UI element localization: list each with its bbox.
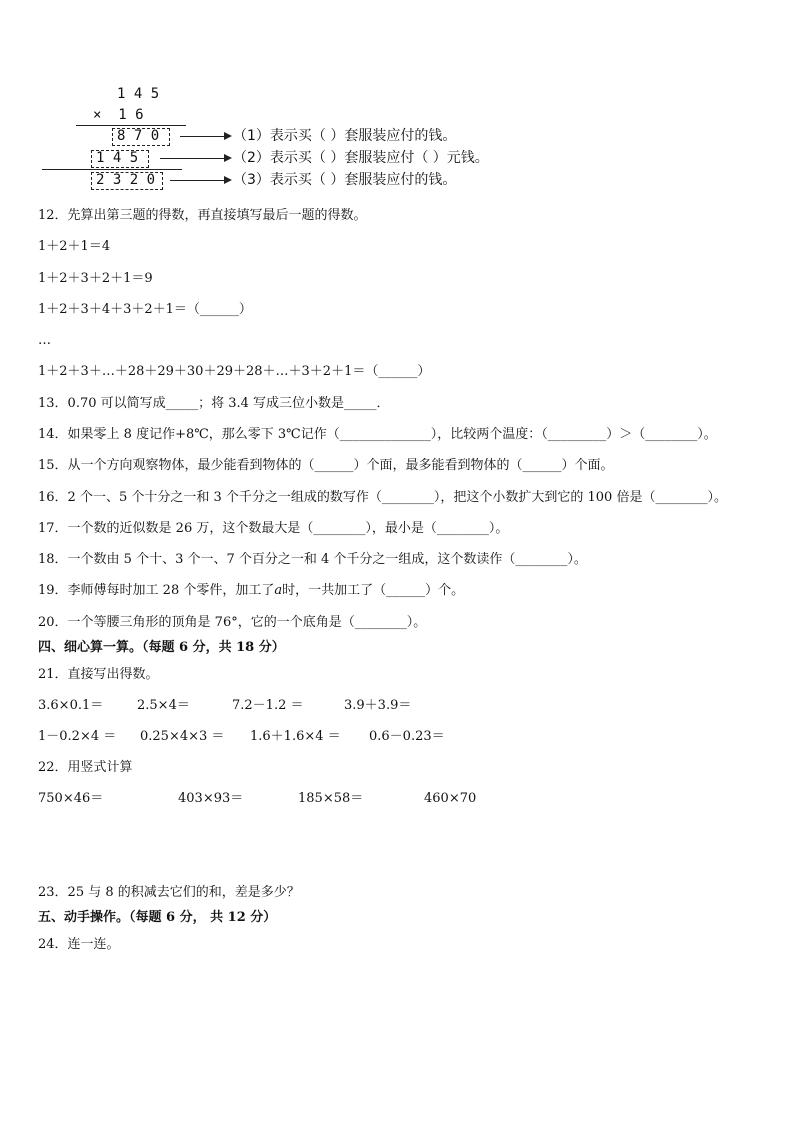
q21-item: 7.2－1.2 ＝ [232, 698, 304, 713]
q21-item: 0.6－0.23＝ [369, 729, 445, 744]
q12-line-1: 1＋2＋1＝4 [38, 239, 111, 254]
q22-item: 185×58＝ [298, 791, 364, 806]
q21-title: 21．直接写出得数。 [38, 667, 159, 682]
q12-title: 12．先算出第三题的得数，再直接填写最后一题的得数。 [38, 208, 367, 223]
q12-line-5: 1＋2＋3＋…＋28＋29＋30＋29＋28＋…＋3＋2＋1＝（______） [38, 364, 431, 379]
note-1: （1）表示买（ ）套服装应付的钱。 [233, 128, 457, 144]
product-result: 2 3 2 0 [96, 172, 156, 188]
question-18: 18．一个数由 5 个十、3 个一、7 个百分之一和 4 个千分之一组成，这个数读作（________）。 [38, 552, 587, 567]
q12-line-2: 1＋2＋3＋2＋1＝9 [38, 271, 153, 286]
q22-title: 22．用竖式计算 [38, 760, 133, 775]
q22-item: 460×70 [424, 791, 477, 806]
q12-line-4: … [38, 333, 51, 348]
multiplicand: 1 4 5 [117, 86, 160, 102]
note-3: （3）表示买（ ）套服装应付的钱。 [233, 172, 457, 188]
question-24: 24．连一连。 [38, 937, 120, 952]
q21-item: 3.6×0.1＝ [38, 698, 104, 713]
question-19: 19．李师傅每时加工 28 个零件，加工了𝑎时，一共加工了（______）个。 [38, 583, 465, 598]
arrow-right-icon [180, 136, 230, 137]
question-17: 17．一个数的近似数是 26 万，这个数最大是（________），最小是（________）。 [38, 521, 509, 536]
question-23: 23．25 与 8 的积减去它们的和，差是多少？ [38, 885, 300, 900]
question-16: 16．2 个一、5 个十分之一和 3 个千分之一组成的数写作（________），把这个小数扩大到它的 100 倍是（________）。 [38, 490, 727, 505]
q21-item: 1.6＋1.6×4 ＝ [250, 729, 341, 744]
q21-item: 3.9＋3.9＝ [344, 698, 412, 713]
rule-line-1 [76, 125, 186, 126]
arrow-right-icon [170, 180, 230, 181]
arrow-right-icon [160, 158, 230, 159]
question-20: 20．一个等腰三角形的顶角是 76°，它的一个底角是（________）。 [38, 615, 427, 630]
q22-item: 403×93＝ [178, 791, 244, 806]
q21-item: 2.5×4＝ [137, 698, 190, 713]
question-13: 13．0.70 可以简写成_____；将 3.4 写成三位小数是_____． [38, 396, 390, 411]
q21-item: 0.25×4×3 ＝ [140, 729, 225, 744]
rule-line-2 [42, 169, 182, 170]
partial-product-2: 1 4 5 [96, 150, 139, 166]
section-5-heading: 五、动手操作。（每题 6 分， 共 12 分） [38, 910, 277, 925]
section-4-heading: 四、细心算一算。（每题 6 分，共 18 分） [38, 640, 285, 655]
question-14: 14．如果零上 8 度记作+8℃，那么零下 3℃记作（______________），比较两个温度：（_________）＞（________）。 [38, 427, 717, 442]
partial-product-1: 8 7 0 [117, 128, 160, 144]
note-2: （2）表示买（ ）套服装应付（ ）元钱。 [233, 150, 489, 166]
q22-item: 750×46＝ [38, 791, 104, 806]
q21-item: 1－0.2×4 ＝ [38, 729, 117, 744]
q12-line-3: 1＋2＋3＋4＋3＋2＋1＝（______） [38, 302, 252, 317]
question-15: 15．从一个方向观察物体，最少能看到物体的（______）个面，最多能看到物体的（______）个面。 [38, 458, 614, 473]
multiplier: × 1 6 [93, 107, 144, 123]
